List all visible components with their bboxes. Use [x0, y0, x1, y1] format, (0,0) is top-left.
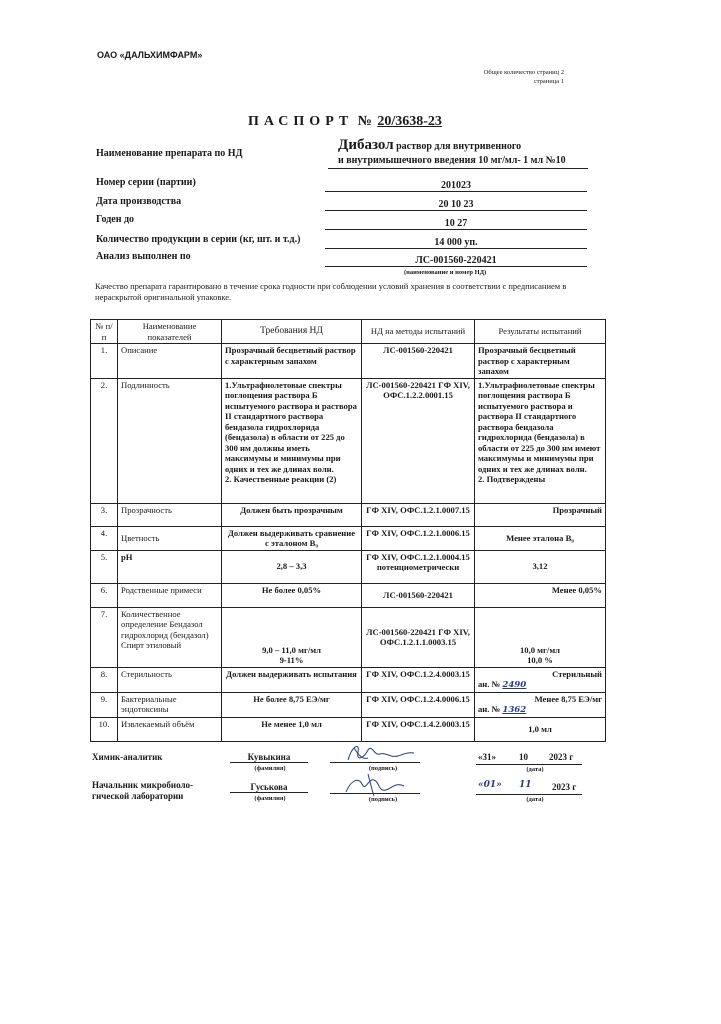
row-method: ЛС-001560-220421 ГФ XIV, ОФС.1.2.2.0001.15 — [362, 378, 475, 503]
row-name: Родственные примеси — [118, 583, 222, 607]
chemist-date-year: 2023 г — [549, 752, 574, 762]
row-num: 5. — [91, 550, 118, 583]
drug-desc-2: и внутримышечного введения 10 мг/мл- 1 мл №10 — [328, 154, 588, 169]
drug-name: Дибазол — [338, 137, 394, 153]
table-row — [91, 378, 606, 503]
quantity-value: 14 000 уп. — [325, 237, 587, 249]
row-method: ГФ XIV, ОФС.1.2.1.0004.15 потенциометрически — [362, 550, 475, 583]
title-number-sign: № — [357, 114, 373, 129]
analysis-number-handwritten: 1362 — [502, 705, 527, 715]
row-result: Менее эталона B₉ — [475, 526, 606, 550]
head-surname-caption: (фамилия) — [254, 795, 286, 802]
chemist-date-caption: (дата) — [526, 766, 544, 773]
chemist-surname: Кувыкина — [230, 752, 308, 763]
row-method: ГФ XIV, ОФС.1.4.2.0003.15 — [362, 717, 475, 741]
row-requirement: 2,8 – 3,3 — [222, 550, 362, 583]
row-requirement: Не менее 1,0 мл — [222, 717, 362, 741]
row-result-cell — [475, 607, 606, 667]
row-result: 3,12 — [475, 550, 606, 583]
table-row — [91, 526, 606, 550]
analysis-value: ЛС-001560-220421 — [325, 255, 587, 267]
chemist-sign-caption: (подпись) — [368, 765, 398, 772]
table-row — [91, 503, 606, 526]
row-num: 1. — [91, 344, 118, 379]
row-requirement: 9,0 – 11,0 мг/мл — [262, 644, 321, 655]
analysis-number — [478, 679, 602, 691]
table-row — [91, 550, 606, 583]
table-row — [91, 667, 606, 692]
header-result: Результаты испытаний — [475, 320, 606, 344]
row-result-cell — [475, 667, 606, 692]
drug-block — [338, 138, 598, 169]
row-requirement: Должен быть прозрачным — [222, 503, 362, 526]
row-name: Бактериальные эндотоксины — [118, 692, 222, 717]
analysis-number — [478, 704, 602, 716]
row-requirement-cell — [222, 378, 362, 503]
row-requirement: Не более 8,75 ЕЭ/мг — [222, 692, 362, 717]
row-result-cell — [475, 692, 606, 717]
row-name: Прозрачность — [118, 503, 222, 526]
row-result: Стерильный — [552, 668, 602, 679]
head-label — [92, 780, 193, 802]
head-label-line1: Начальник микробиоло- — [92, 780, 194, 790]
row-method: ГФ XIV, ОФС.1.2.1.0006.15 — [362, 526, 475, 550]
row-requirement-2: 9-11% — [279, 655, 304, 665]
drug-desc-1: раствор для внутривенного — [396, 141, 522, 152]
row-result-2: 10,0 % — [527, 655, 553, 665]
row-num: 7. — [91, 607, 118, 667]
row-num: 4. — [91, 526, 118, 550]
header-name: Наименование показателей — [118, 320, 222, 344]
chemist-label: Химик-аналитик — [92, 752, 163, 762]
row-result: Прозрачный бесцветный раствор с характерным запахом — [475, 344, 606, 379]
row-requirement: Должен выдерживать испытания — [222, 667, 362, 692]
row-method: ГФ XIV, ОФС.1.2.4.0006.15 — [362, 692, 475, 717]
row-result: 1,0 мл — [475, 717, 606, 741]
row-requirement: 1.Ультрафиолетовые спектры поглощения раствора Б испытуемого раствора и раствора II стандартного раствора бендазола гидрохлорида (бендазола) в области от 225 до 300 нм должны иметь максимумы и минимумы при одних и тех же длинах волн. — [225, 379, 357, 474]
head-date-month: 11 — [519, 780, 532, 790]
row-num: 6. — [91, 583, 118, 607]
company-name: ОАО «ДАЛЬХИМФАРМ» — [97, 50, 203, 60]
row-num: 9. — [91, 692, 118, 717]
row-name: pH — [118, 550, 222, 583]
row-result: 10,0 мг/мл — [519, 644, 560, 655]
row-result-cell — [475, 378, 606, 503]
header-method: НД на методы испытаний — [362, 320, 475, 344]
title-word: ПАСПОРТ — [248, 114, 354, 129]
row-name: Описание — [118, 344, 222, 379]
drug-label: Наименование препарата по НД — [96, 148, 243, 159]
chemist-signature-icon — [338, 738, 418, 768]
row-result: Менее 8,75 ЕЭ/мг — [534, 693, 602, 704]
header-requirements: Требования НД — [222, 320, 362, 344]
analysis-caption: (наименование и номер НД) — [404, 269, 487, 276]
row-requirement-cell — [222, 607, 362, 667]
pages-total: Общее количество страниц 2 — [483, 69, 564, 76]
table-row — [91, 583, 606, 607]
chemist-surname-caption: (фамилия) — [254, 765, 286, 772]
table-row — [91, 344, 606, 379]
row-method: ЛС-001560-220421 — [362, 344, 475, 379]
row-name: Количественное определение Бендазол гидрохлорид (бендазол) Спирт этиловый — [118, 607, 222, 667]
expiry-value: 10 27 — [325, 218, 587, 230]
table-row — [91, 692, 606, 717]
row-num: 8. — [91, 667, 118, 692]
analysis-number-label: ан. № — [478, 704, 501, 714]
header-num: № п/п — [91, 320, 118, 344]
row-num: 3. — [91, 503, 118, 526]
table-row — [91, 607, 606, 667]
row-requirement-2: 2. Качественные реакции (2) — [225, 474, 337, 484]
series-value: 201023 — [325, 180, 587, 192]
passport-number: 20/3638-23 — [377, 114, 442, 129]
row-result-2: 2. Подтверждены — [478, 474, 546, 484]
row-result: 1.Ультрафиолетовые спектры поглощения раствора Б испытуемого раствора и раствора II стандартного раствора бендазола гидрохлорида (бендазола) в области от 225 до 300 нм имеют максимумы и минимумы при одних и тех же длинах волн. — [478, 379, 601, 474]
chemist-date-day: «31» — [478, 752, 496, 762]
prod-date-value: 20 10 23 — [325, 199, 587, 211]
page-current: страница 1 — [533, 78, 564, 85]
row-method: ГФ XIV, ОФС.1.2.4.0003.15 — [362, 667, 475, 692]
chemist-date-line — [476, 764, 582, 765]
row-result: Прозрачный — [475, 503, 606, 526]
row-num: 2. — [91, 378, 118, 503]
row-result: Менее 0,05% — [475, 583, 606, 607]
page-count — [484, 68, 564, 86]
head-date-day: «01» — [478, 780, 502, 790]
row-requirement: Не более 0,05% — [222, 583, 362, 607]
row-method: ЛС-001560-220421 — [362, 583, 475, 607]
head-date-caption: (дата) — [526, 796, 544, 803]
series-label: Номер серии (партии) — [96, 177, 196, 188]
row-method: ГФ XIV, ОФС.1.2.1.0007.15 — [362, 503, 475, 526]
head-sign-caption: (подпись) — [368, 796, 398, 803]
head-label-line2: гической лаборатории — [92, 791, 184, 801]
chemist-date-month: 10 — [519, 752, 528, 762]
row-name: Стерильность — [118, 667, 222, 692]
row-name: Цветность — [118, 526, 222, 550]
row-method: ЛС-001560-220421 ГФ XIV, ОФС.1.2.1.1.0003.15 — [362, 607, 475, 667]
row-name: Извлекаемый объём — [118, 717, 222, 741]
row-requirement: Прозрачный бесцветный раствор с характерным запахом — [222, 344, 362, 379]
results-table — [90, 319, 606, 742]
head-date-year: 2023 г — [552, 782, 577, 792]
row-num: 10. — [91, 717, 118, 741]
row-name: Подлинность — [118, 378, 222, 503]
document-title — [248, 114, 442, 130]
head-surname: Гуськова — [230, 782, 308, 793]
prod-date-label: Дата производства — [96, 196, 182, 207]
analysis-number-label: ан. № — [478, 679, 501, 689]
head-date-line — [476, 794, 582, 795]
quantity-label: Количество продукции в серии (кг, шт. и т.д.) — [96, 234, 301, 245]
row-requirement: Должен выдерживать сравнение с эталоном B₉ — [222, 526, 362, 550]
expiry-label: Годен до — [96, 214, 135, 225]
analysis-label: Анализ выполнен по — [96, 251, 191, 262]
table-header-row — [91, 320, 606, 344]
analysis-number-handwritten: 2490 — [502, 680, 527, 690]
quality-statement: Качество препарата гарантировано в течение срока годности при соблюдении условий хранения в соответствии с предписанием в нераскрытой оригинальной упаковке. — [95, 281, 567, 302]
